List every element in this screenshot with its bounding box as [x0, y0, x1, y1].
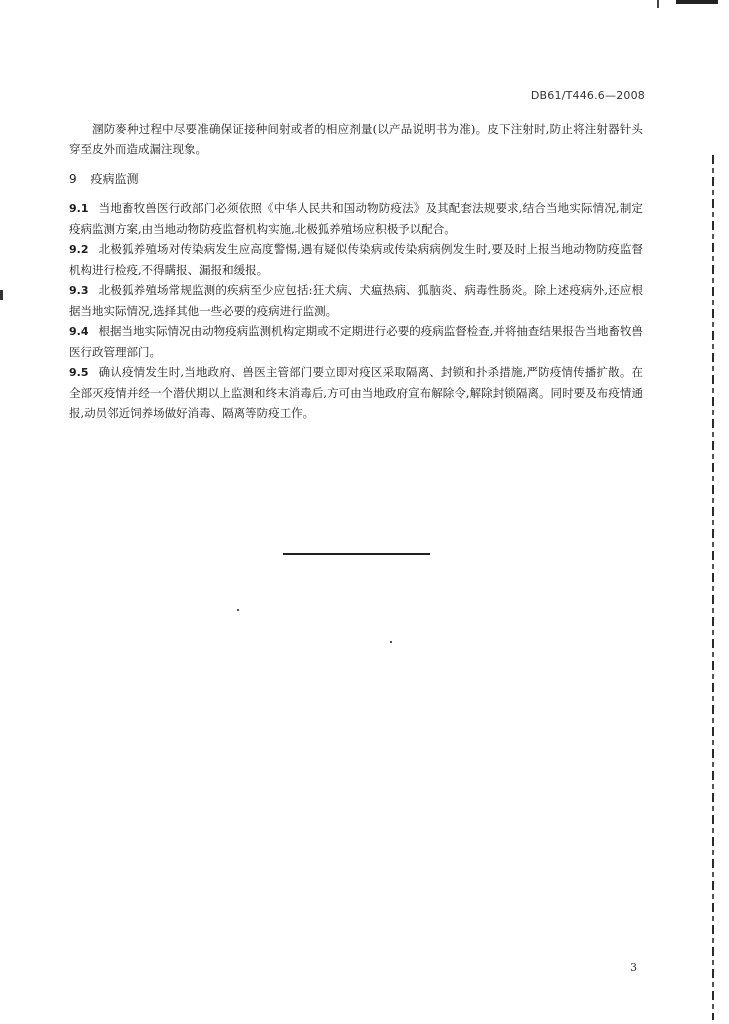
clause-text: 根据当地实际情况由动物疫病监测机构定期或不定期进行必要的疫病监督检查,并将抽查结果报告当地畜牧兽医行政管理部门。: [69, 324, 643, 359]
scan-speck: [390, 641, 392, 643]
clause-item: [69, 321, 643, 362]
scan-edge-bar: [676, 0, 718, 4]
clause-text: 确认疫情发生时,当地政府、兽医主管部门要立即对疫区采取隔离、封锁和扑杀措施,严防疫情传播扩散。在全部灭疫情并经一个潜伏期以上监测和终末消毒后,方可由当地政府宣布解除令,解除封锁隔离。同时要及布疫情通报,动员邻近饲养场做好消毒、隔离等防疫工作。: [69, 365, 643, 420]
section-title: 疫病监测: [90, 172, 139, 186]
intro-paragraph-block: [69, 119, 643, 159]
scan-right-edge: [712, 155, 714, 1020]
clause-text: 当地畜牧兽医行政部门必须依照《中华人民共和国动物防疫法》及其配套法规要求,结合当地实际情况,制定疫病监测方案,由当地动物防疫监督机构实施,北极狐养殖场应积极予以配合。: [69, 201, 643, 236]
section-number: 9: [69, 172, 77, 186]
clause-number: 9.4: [69, 325, 89, 338]
clause-text: 北极狐养殖场对传染病发生应高度警惕,遇有疑似传染病或传染病病例发生时,要及时上报当地动物防疫监督机构进行检疫,不得瞒报、漏报和缓报。: [69, 242, 643, 277]
clause-number: 9.3: [69, 284, 89, 297]
clause-item: [69, 362, 643, 423]
end-of-standard-rule: [283, 553, 430, 555]
clause-list: [69, 198, 643, 423]
intro-paragraph: 溷防麥种过程中尽要准确保证接种间射或者的相应剂量(以产品说明书为准)。皮下注射时,防止将注射器针头穿至皮外而造成漏注现象。: [69, 122, 643, 156]
clause-number: 9.1: [69, 202, 89, 215]
clause-number: 9.2: [69, 243, 89, 256]
scan-left-mark: [0, 290, 3, 300]
page-number: 3: [630, 961, 637, 974]
clause-number: 9.5: [69, 366, 89, 379]
scan-speck: [237, 609, 239, 611]
clause-item: [69, 280, 643, 321]
clause-text: 北极狐养殖场常规监测的疾病至少应包括:狂犬病、犬瘟热病、狐脑炎、病毒性肠炎。除上述疫病外,还应根据当地实际情况,选择其他一些必要的疫病进行监测。: [69, 283, 643, 318]
clause-item: [69, 198, 643, 239]
scan-mark: [657, 0, 659, 8]
standard-code: DB61/T446.6—2008: [530, 89, 645, 102]
clause-item: [69, 239, 643, 280]
section-heading: [69, 170, 138, 187]
